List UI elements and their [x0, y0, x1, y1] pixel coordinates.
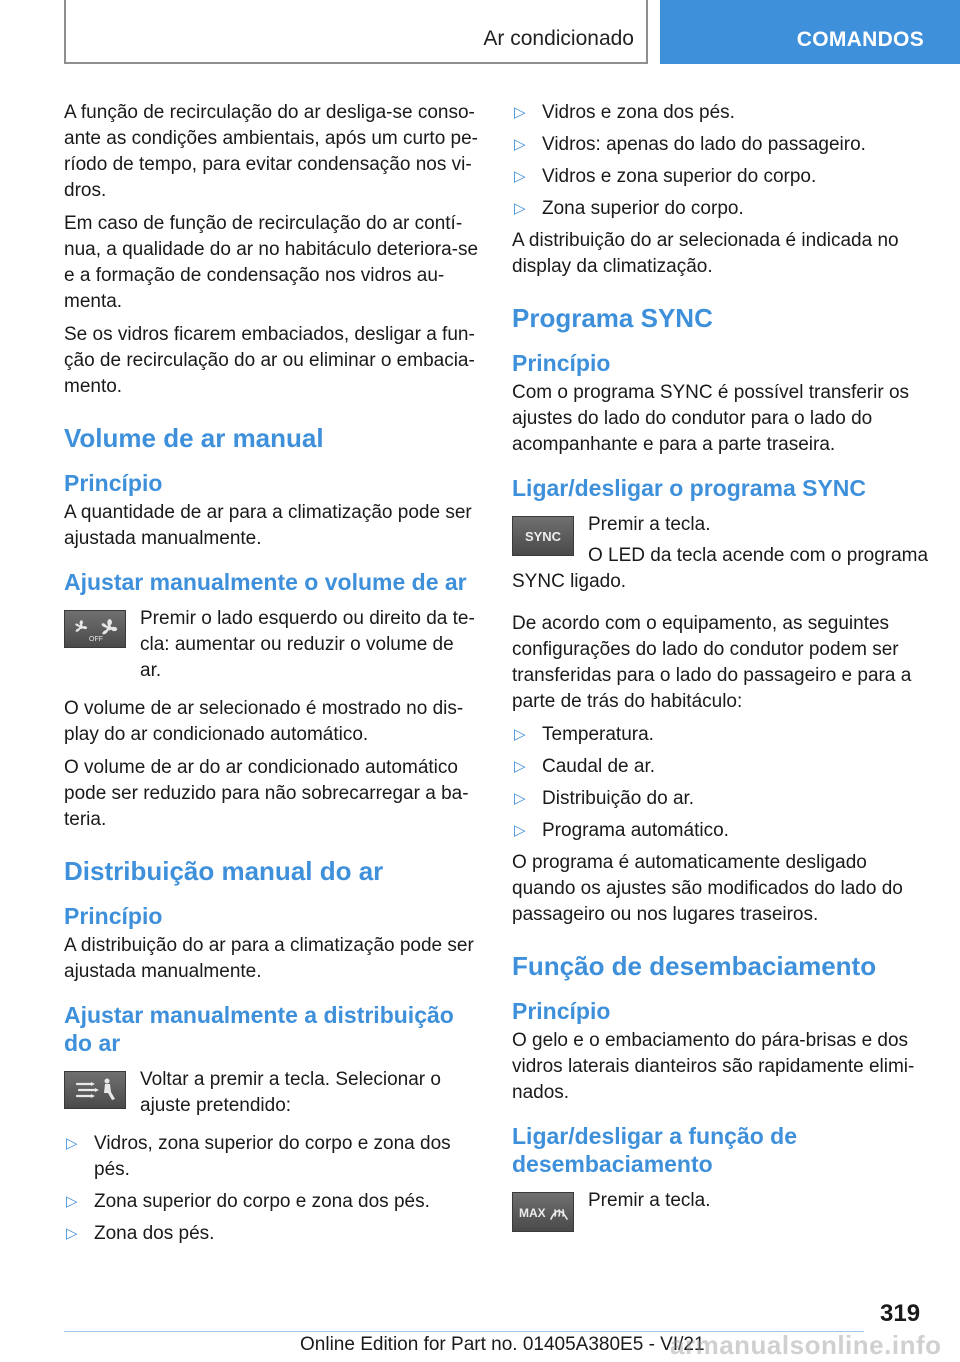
- bullet-triangle-icon: ▷: [514, 136, 526, 153]
- air-distribution-icon: [67, 1075, 123, 1105]
- subheading-principio: Princípio: [512, 350, 611, 376]
- distribution-options-list-left: [64, 1131, 480, 1247]
- paragraph: A função de recirculação do ar desliga-se conso- ante as condições ambientais, após um curto pe- ríodo de tempo, para evitar condensação nos vi- dros.: [64, 102, 479, 201]
- bullet-triangle-icon: ▷: [66, 1225, 78, 1242]
- footer-edition: Online Edition for Part no. 01405A380E5 - VI/21: [300, 1334, 705, 1355]
- paragraph: O programa é automaticamente desligado quando os ajustes são modificados do lado do passageiro ou nos lugares traseiros.: [512, 852, 903, 925]
- list-item: ▷ Vidros e zona superior do corpo.: [512, 164, 932, 190]
- header-chapter-tab: [660, 0, 960, 64]
- list-item: ▷ Distribuição do ar.: [512, 786, 932, 812]
- sync-button-image: [512, 516, 574, 556]
- subheading-principio: Princípio: [64, 903, 163, 929]
- paragraph: A quantidade de ar para a climatização pode ser ajustada manualmente.: [64, 502, 472, 549]
- fan-instruction: Premir o lado esquerdo ou direito da te- cla: aumentar ou reduzir o volume de ar.: [140, 608, 475, 681]
- fan-button-row: [64, 606, 480, 684]
- sync-led-note-cont: SYNC ligado.: [512, 571, 627, 592]
- page-number: 319: [880, 1300, 921, 1327]
- heading-volume: Volume de ar manual: [64, 423, 324, 453]
- paragraph: De acordo com o equipamento, as seguintes configurações do lado do condutor podem ser transferidas para o lado do passageiro e para a parte de trás do habitáculo:: [512, 613, 912, 712]
- fan-button-image: [64, 610, 126, 648]
- list-item: ▷ Vidros, zona superior do corpo e zona dos pés.: [66, 1133, 451, 1180]
- left-column: [64, 100, 480, 1253]
- list-item: ▷ Zona superior do corpo e zona dos pés.: [64, 1189, 480, 1215]
- subheading-ajustar-volume: Ajustar manualmente o volume de ar: [64, 569, 467, 595]
- bullet-triangle-icon: ▷: [514, 726, 526, 743]
- bullet-triangle-icon: ▷: [514, 790, 526, 807]
- list-item: ▷ Programa automático.: [512, 818, 932, 844]
- bullet-triangle-icon: ▷: [514, 200, 526, 217]
- distribution-button-image: [64, 1071, 126, 1109]
- sync-settings-list: [512, 722, 932, 844]
- bullet-triangle-icon: ▷: [66, 1135, 78, 1152]
- subheading-ajustar-distribuicao: Ajustar manualmente a distribuição do ar: [64, 1002, 454, 1056]
- header-chapter-title: COMANDOS: [796, 28, 924, 51]
- sync-instruction: Premir a tecla.: [588, 514, 711, 535]
- sync-icon: [515, 521, 571, 551]
- subheading-principio: Princípio: [64, 470, 163, 496]
- fan-off-label: OFF: [89, 636, 103, 643]
- subheading-ligar-sync: Ligar/desligar o programa SYNC: [512, 475, 867, 501]
- sync-button-label: SYNC: [524, 529, 562, 544]
- max-button-label: MAX: [519, 1206, 546, 1220]
- subheading-principio: Princípio: [512, 998, 611, 1024]
- watermark: armanualsonline.info: [670, 1330, 942, 1360]
- paragraph: O volume de ar selecionado é mostrado no dis- play do ar condicionado automático.: [64, 698, 464, 745]
- distribution-button-row: [64, 1067, 480, 1119]
- max-defrost-button-row: [512, 1188, 932, 1228]
- sync-button-row: [512, 512, 932, 569]
- list-item: ▷ Temperatura.: [512, 722, 932, 748]
- bullet-triangle-icon: ▷: [514, 168, 526, 185]
- distribution-instruction: Voltar a premir a tecla. Selecionar o ajuste pretendido:: [140, 1069, 441, 1116]
- max-defrost-icon: [515, 1197, 571, 1227]
- max-defrost-button-image: [512, 1192, 574, 1232]
- header-section-box: [64, 0, 648, 64]
- bullet-triangle-icon: ▷: [514, 758, 526, 775]
- list-item: ▷ Vidros e zona dos pés.: [512, 100, 932, 126]
- distribution-options-list-right: [512, 100, 932, 222]
- subheading-ligar-desembaciamento: Ligar/desligar a função de desembaciamento: [512, 1123, 798, 1177]
- bullet-triangle-icon: ▷: [66, 1193, 78, 1210]
- bullet-triangle-icon: ▷: [514, 104, 526, 121]
- paragraph: A distribuição do ar selecionada é indicada no display da climatização.: [512, 230, 899, 277]
- paragraph: A distribuição do ar para a climatização pode ser ajustada manualmente.: [64, 935, 474, 982]
- heading-distribuicao: Distribuição manual do ar: [64, 856, 384, 886]
- paragraph: Com o programa SYNC é possível transferir os ajustes do lado do condutor para o lado do acompanhante e para a parte traseira.: [512, 382, 910, 455]
- fan-icon: [67, 614, 123, 644]
- list-item: ▷ Caudal de ar.: [512, 754, 932, 780]
- list-item: ▷ Vidros: apenas do lado do passageiro.: [512, 132, 932, 158]
- list-item: ▷ Zona superior do corpo.: [512, 196, 932, 222]
- defrost-instruction: Premir a tecla.: [588, 1190, 711, 1211]
- heading-sync: Programa SYNC: [512, 303, 713, 333]
- paragraph: O volume de ar do ar condicionado automático pode ser reduzido para não sobrecarregar a ba- teria.: [64, 757, 469, 830]
- right-column: [512, 100, 932, 1240]
- bullet-triangle-icon: ▷: [514, 822, 526, 839]
- paragraph: O gelo e o embaciamento do pára-brisas e dos vidros laterais dianteiros são rapidamente elimi- nados.: [512, 1030, 915, 1103]
- paragraph: Em caso de função de recirculação do ar contí- nua, a qualidade do ar no habitáculo deteriora-se e a formação de condensação nos vidros au- menta.: [64, 213, 479, 312]
- sync-led-note: O LED da tecla acende com o programa: [588, 545, 929, 566]
- header-section-title: Ar condicionado: [483, 27, 634, 50]
- heading-desembaciamento: Função de desembaciamento: [512, 951, 877, 981]
- paragraph: Se os vidros ficarem embaciados, desligar a fun- ção de recirculação do ar ou eliminar o embacia- mento.: [64, 324, 475, 397]
- list-item: ▷ Zona dos pés.: [64, 1221, 480, 1247]
